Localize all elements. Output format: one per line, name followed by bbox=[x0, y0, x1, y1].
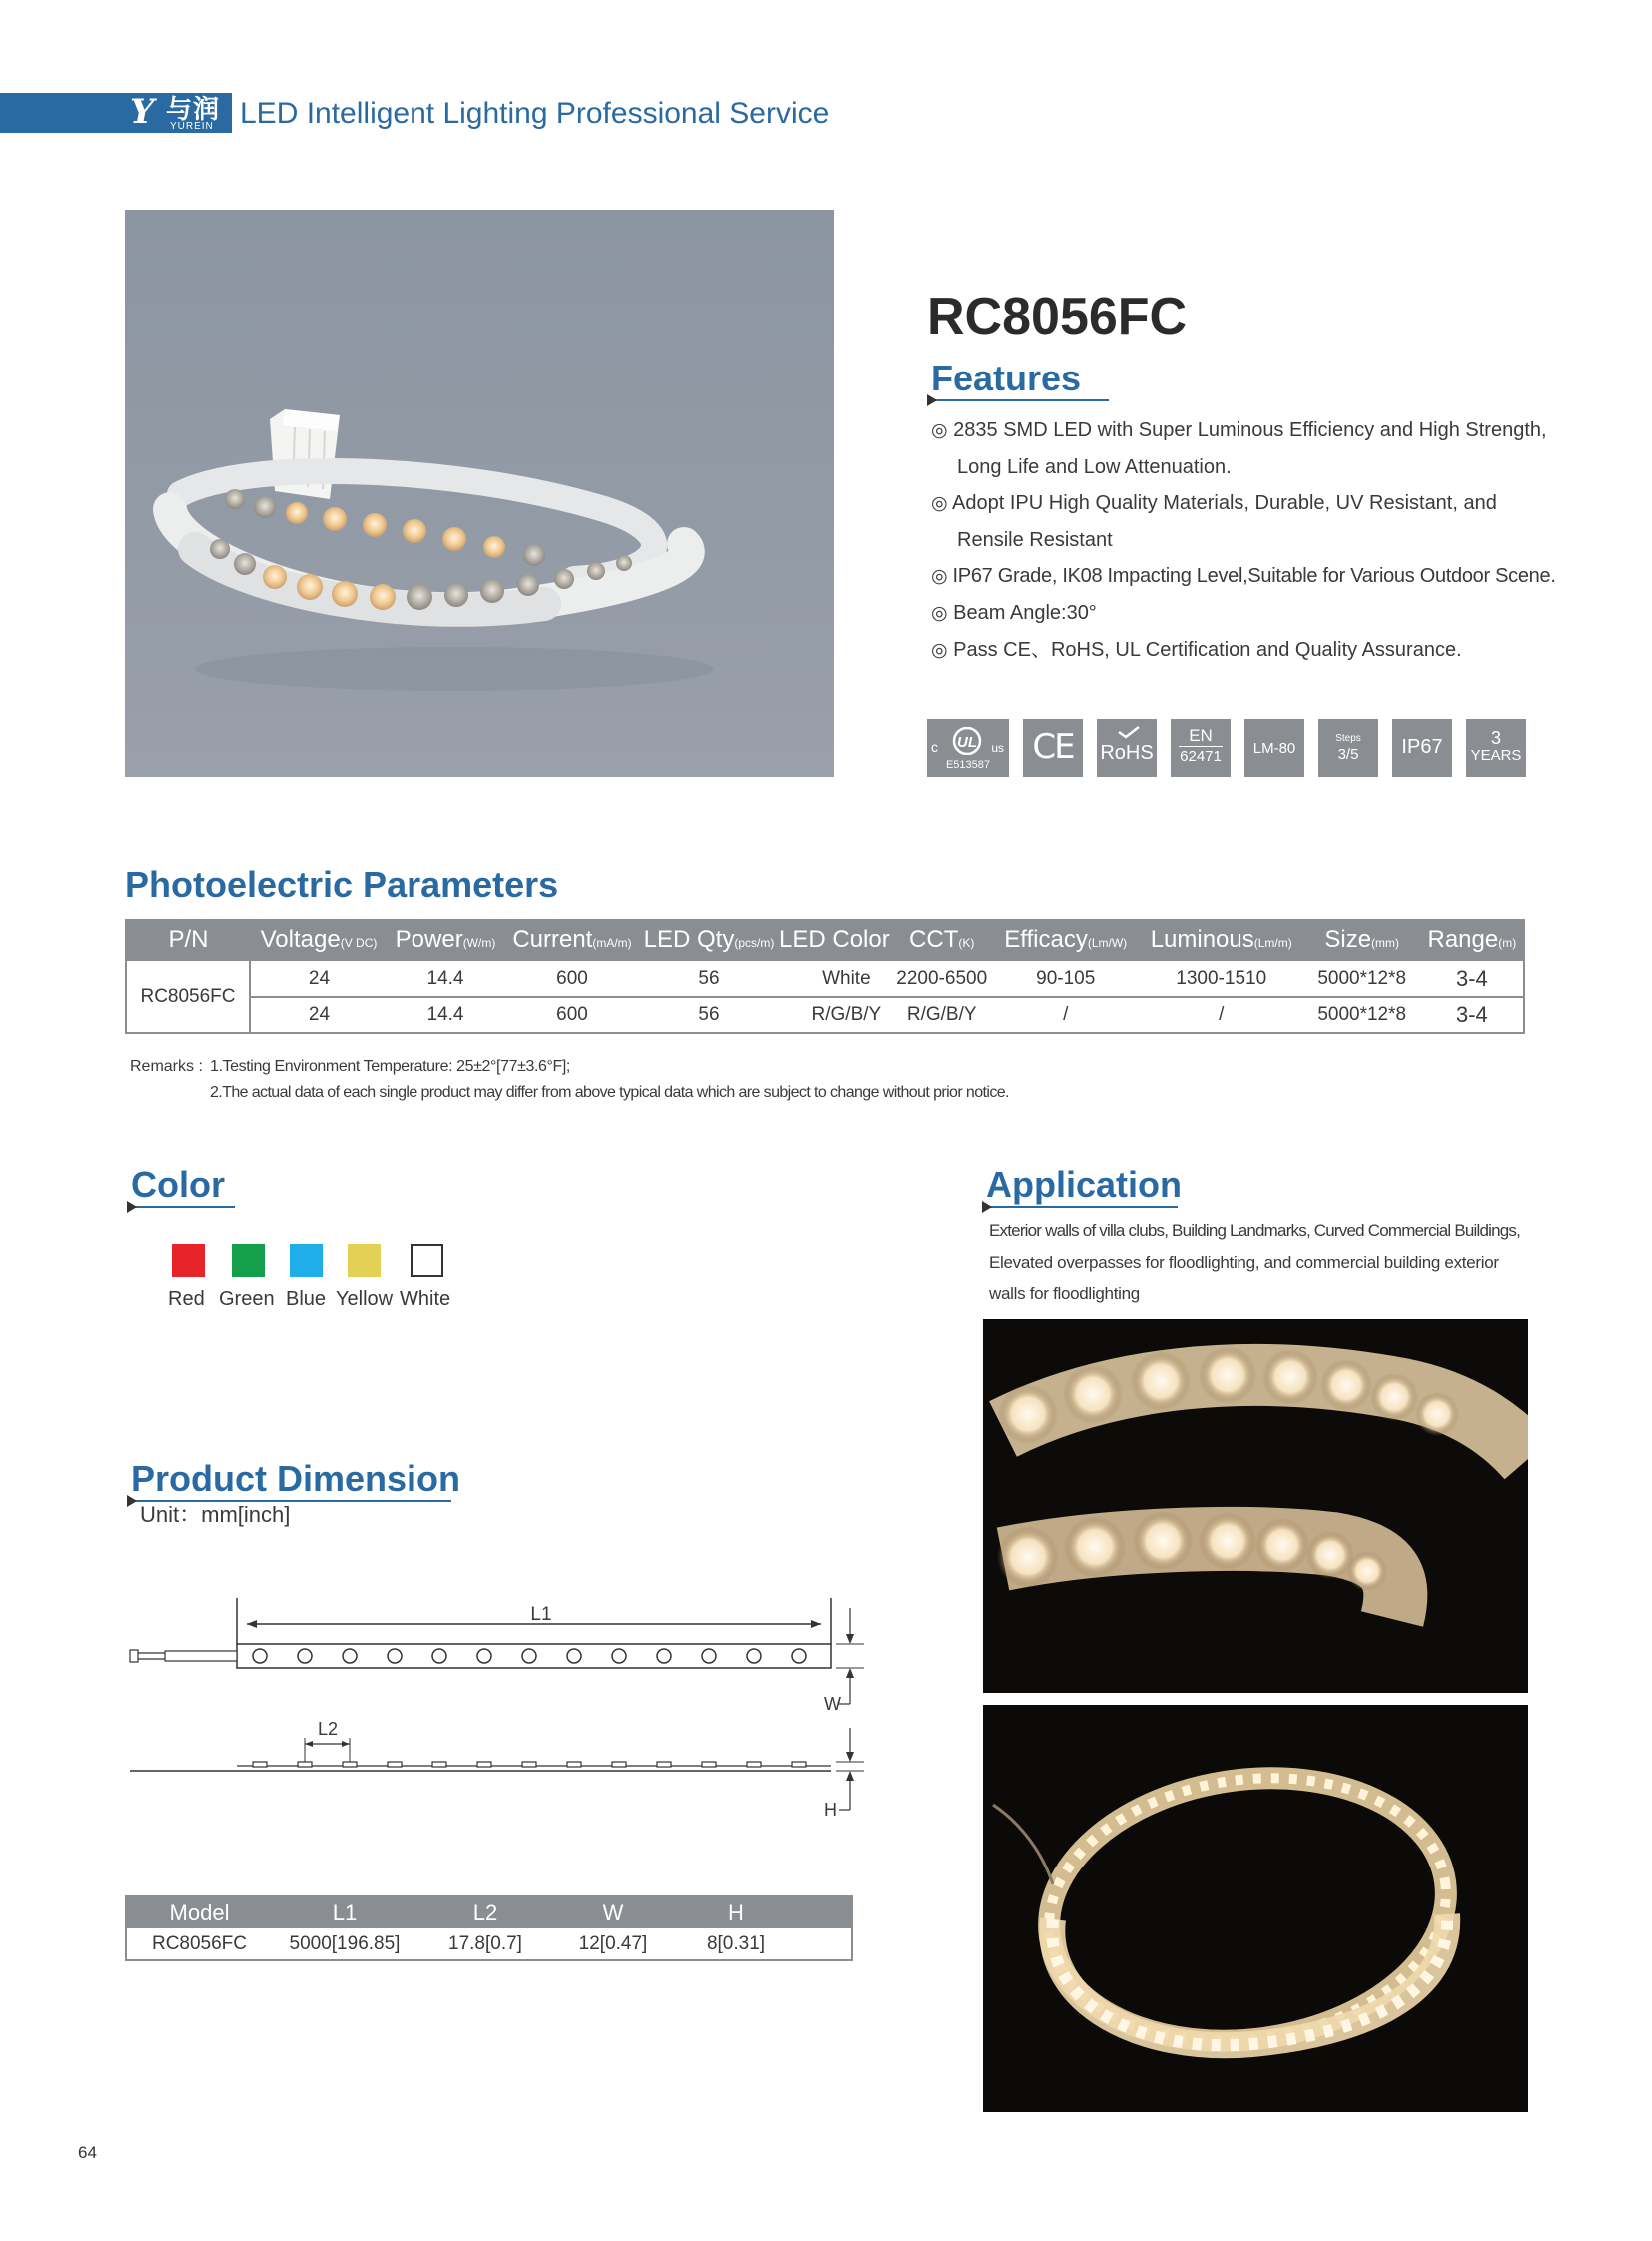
table-row bbox=[126, 997, 1524, 1033]
cell-current: 600 bbox=[503, 997, 641, 1033]
ul-us-mark: us bbox=[991, 741, 1004, 755]
remarks-label: Remarks : bbox=[130, 1058, 203, 1075]
bullet-icon: ◎ bbox=[931, 492, 948, 514]
swatch-label-blue: Blue bbox=[286, 1288, 327, 1310]
cell-size: 5000*12*8 bbox=[1303, 997, 1421, 1033]
l1-label: L1 bbox=[530, 1604, 552, 1625]
table-row bbox=[126, 961, 1524, 997]
ip67-badge bbox=[1392, 719, 1452, 777]
dimension-heading: Product Dimension bbox=[131, 1458, 461, 1499]
features-underline bbox=[931, 399, 1109, 401]
warranty-years-label: YEARS bbox=[1470, 747, 1522, 764]
swatch-label-white: White bbox=[400, 1288, 451, 1310]
cell-efficacy: 90-105 bbox=[992, 961, 1140, 997]
l2-label: L2 bbox=[317, 1719, 339, 1739]
features-heading: Features bbox=[931, 358, 1082, 398]
coiled-strip-illustration bbox=[983, 1705, 1528, 2112]
page-number: 64 bbox=[78, 2143, 97, 2162]
feature-2-line-1: Adopt IPU High Quality Materials, Durable, UV Resistant, and bbox=[952, 492, 1497, 514]
cell-power: 14.4 bbox=[388, 997, 503, 1033]
col-range: Range(m) bbox=[1421, 919, 1524, 961]
warranty-badge bbox=[1466, 719, 1526, 777]
bullet-icon: ◎ bbox=[931, 602, 948, 624]
cell-size: 5000*12*8 bbox=[1303, 961, 1421, 997]
application-heading: Application bbox=[986, 1164, 1182, 1205]
rohs-certification-badge bbox=[1097, 719, 1157, 777]
dim-col-blank bbox=[799, 1896, 852, 1928]
application-arrow-icon bbox=[982, 1201, 992, 1213]
bullet-icon: ◎ bbox=[931, 419, 948, 441]
en-bottom: 62471 bbox=[1180, 748, 1222, 765]
col-pn: P/N bbox=[126, 919, 250, 961]
dim-cell-h: 8[0.31] bbox=[706, 1932, 766, 1954]
bullet-icon: ◎ bbox=[931, 639, 948, 661]
w-label: W bbox=[824, 1694, 841, 1714]
cell-efficacy: / bbox=[992, 997, 1140, 1033]
swatch-label-green: Green bbox=[219, 1288, 275, 1310]
h-label: H bbox=[824, 1800, 837, 1820]
swatch-red bbox=[172, 1244, 205, 1277]
cell-voltage: 24 bbox=[250, 997, 388, 1033]
led-strip-coil-illustration bbox=[125, 210, 834, 777]
color-arrow-icon bbox=[127, 1201, 137, 1213]
swatch-green bbox=[232, 1244, 265, 1277]
cell-qty: 56 bbox=[641, 961, 777, 997]
swatch-blue bbox=[290, 1244, 323, 1277]
ip67-mark: IP67 bbox=[1401, 736, 1443, 758]
features-arrow-icon bbox=[927, 394, 937, 406]
cell-current: 600 bbox=[503, 961, 641, 997]
application-photo-coiled-strip bbox=[983, 1705, 1528, 2112]
checkmark-icon bbox=[1117, 725, 1141, 739]
strip-dimension-diagram bbox=[125, 1578, 864, 1838]
cell-range: 3-4 bbox=[1421, 961, 1524, 997]
feature-5-line-1: Pass CE、RoHS, UL Certification and Quality Assurance. bbox=[953, 639, 1462, 661]
dim-cell-blank bbox=[799, 1928, 852, 1960]
parameters-table bbox=[125, 919, 1525, 1034]
svg-text:UL: UL bbox=[957, 734, 977, 751]
cell-cct: 2200-6500 bbox=[892, 961, 992, 997]
dim-cell-l2: 17.8[0.7] bbox=[448, 1932, 522, 1954]
ul-logo-icon bbox=[949, 727, 985, 755]
cell-pn: RC8056FC bbox=[126, 961, 250, 1033]
en-divider bbox=[1179, 746, 1223, 747]
ce-mark: CE bbox=[1032, 727, 1074, 767]
feature-item-2 bbox=[931, 490, 1497, 516]
product-model-title: RC8056FC bbox=[927, 288, 1188, 346]
logo-mark: Y bbox=[130, 92, 155, 132]
col-size: Size(mm) bbox=[1303, 919, 1421, 961]
rohs-mark: RoHS bbox=[1100, 742, 1154, 764]
swatch-yellow bbox=[348, 1244, 381, 1277]
application-text-line-1: Exterior walls of villa clubs, Building Landmarks, Curved Commercial Buildings, bbox=[989, 1221, 1521, 1240]
brand-logo bbox=[126, 93, 230, 133]
cell-range: 3-4 bbox=[1421, 997, 1524, 1033]
product-photo bbox=[125, 210, 834, 777]
dim-col-model: Model bbox=[126, 1896, 272, 1928]
feature-1-line-2: Long Life and Low Attenuation. bbox=[957, 456, 1232, 478]
cell-voltage: 24 bbox=[250, 961, 388, 997]
cell-power: 14.4 bbox=[388, 961, 503, 997]
color-heading: Color bbox=[131, 1164, 225, 1205]
col-cct: CCT(K) bbox=[892, 919, 992, 961]
steps-badge bbox=[1318, 719, 1378, 777]
remark-2: 2.The actual data of each single product may differ from above typical data which are subject to change without prior notice. bbox=[210, 1084, 1009, 1101]
dim-col-l1: L1 bbox=[272, 1896, 417, 1928]
ul-c-mark: c bbox=[931, 739, 938, 755]
remark-1: 1.Testing Environment Temperature: 25±2°[77±3.6°F]; bbox=[210, 1058, 570, 1075]
swatch-white bbox=[411, 1244, 443, 1277]
en-top: EN bbox=[1189, 726, 1213, 745]
application-photo-glowing-strip bbox=[983, 1319, 1528, 1693]
steps-bottom: 3/5 bbox=[1337, 746, 1359, 763]
feature-2-line-2: Rensile Resistant bbox=[957, 529, 1113, 551]
lm80-mark: LM-80 bbox=[1252, 740, 1296, 757]
cell-luminous: 1300-1510 bbox=[1140, 961, 1303, 997]
feature-item-5 bbox=[931, 637, 1462, 663]
lm80-badge bbox=[1244, 719, 1304, 777]
application-text-line-2: Elevated overpasses for floodlighting, and commercial building exterior bbox=[989, 1253, 1499, 1272]
dim-col-l2: L2 bbox=[417, 1896, 553, 1928]
dimension-header-row bbox=[126, 1896, 852, 1928]
parameters-heading: Photoelectric Parameters bbox=[125, 864, 559, 905]
cell-luminous: / bbox=[1140, 997, 1303, 1033]
cell-cct: R/G/B/Y bbox=[892, 997, 992, 1033]
col-voltage: Voltage(V DC) bbox=[250, 919, 388, 961]
dim-cell-model: RC8056FC bbox=[151, 1932, 248, 1954]
dim-cell-w: 12[0.47] bbox=[578, 1932, 648, 1954]
application-text-line-3: walls for floodlighting bbox=[989, 1284, 1140, 1303]
dim-col-h: H bbox=[673, 1896, 799, 1928]
col-power: Power(W/m) bbox=[388, 919, 503, 961]
ul-certification-badge bbox=[927, 719, 1009, 777]
glowing-strip-illustration bbox=[983, 1319, 1528, 1693]
parameters-header-row bbox=[126, 919, 1524, 961]
col-luminous: Luminous(Lm/m) bbox=[1140, 919, 1303, 961]
feature-1-line-1: 2835 SMD LED with Super Luminous Efficiency and High Strength, bbox=[953, 419, 1547, 441]
cell-qty: 56 bbox=[641, 997, 777, 1033]
color-underline bbox=[131, 1206, 235, 1208]
logo-chinese: 与润 bbox=[166, 94, 221, 124]
dim-cell-l1: 5000[196.85] bbox=[289, 1932, 401, 1954]
ul-file-number: E513587 bbox=[945, 759, 991, 771]
swatch-label-red: Red bbox=[168, 1288, 205, 1310]
header-tagline: LED Intelligent Lighting Professional Service bbox=[240, 97, 830, 130]
ce-certification-badge bbox=[1023, 719, 1083, 777]
bullet-icon: ◎ bbox=[931, 565, 948, 587]
col-current: Current(mA/m) bbox=[503, 919, 641, 961]
dimension-table bbox=[125, 1895, 853, 1961]
col-led-color: LED Color bbox=[777, 919, 892, 961]
feature-item-3 bbox=[931, 563, 1556, 589]
table-row bbox=[126, 1928, 852, 1960]
steps-top: Steps bbox=[1335, 733, 1361, 744]
feature-3-line-1: IP67 Grade, IK08 Impacting Level,Suitable for Various Outdoor Scene. bbox=[952, 565, 1556, 587]
logo-english: YUREIN bbox=[170, 121, 214, 132]
dim-col-w: W bbox=[553, 1896, 673, 1928]
cell-color: White bbox=[777, 961, 892, 997]
application-underline bbox=[986, 1206, 1178, 1208]
cell-color: R/G/B/Y bbox=[777, 997, 892, 1033]
swatch-label-yellow: Yellow bbox=[336, 1288, 394, 1310]
col-efficacy: Efficacy(Lm/W) bbox=[992, 919, 1140, 961]
warranty-years-number: 3 bbox=[1490, 728, 1501, 748]
dimension-arrow-icon bbox=[127, 1495, 137, 1507]
dimension-drawing bbox=[125, 1578, 864, 1838]
dimension-unit: Unit：mm[inch] bbox=[140, 1502, 291, 1527]
en62471-badge bbox=[1171, 719, 1231, 777]
feature-item-4 bbox=[931, 600, 1097, 626]
col-led-qty: LED Qty(pcs/m) bbox=[641, 919, 777, 961]
feature-4-line-1: Beam Angle:30° bbox=[953, 602, 1097, 624]
feature-item-1 bbox=[931, 417, 1547, 443]
